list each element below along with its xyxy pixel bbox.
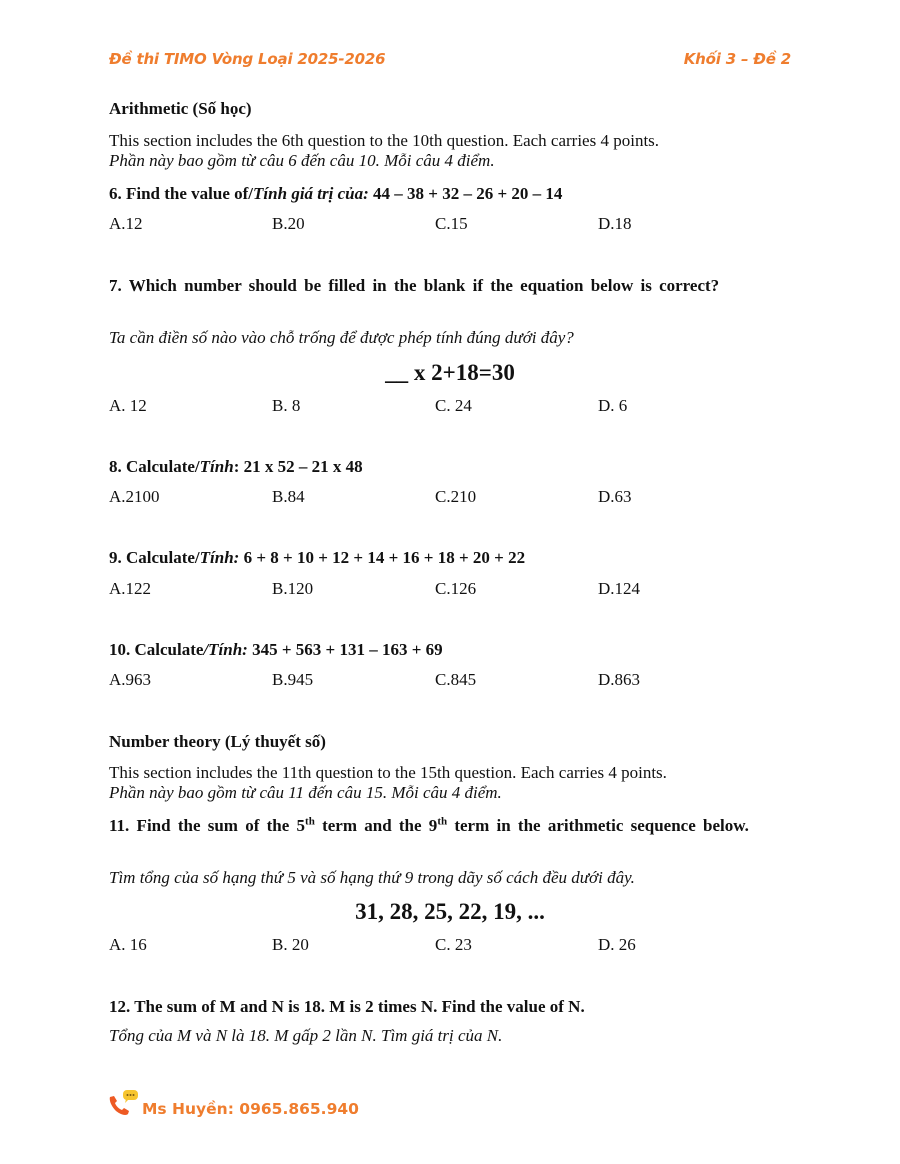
option-b: B.120 xyxy=(272,579,314,598)
section-intro-number-theory xyxy=(109,763,791,803)
q7-options xyxy=(109,396,791,418)
question-6 xyxy=(109,183,791,204)
option-b: B. 20 xyxy=(272,935,309,954)
q11-sequence: 31, 28, 25, 22, 19, ... xyxy=(355,899,545,924)
q11-translation: Tìm tổng của số hạng thứ 5 và số hạng thứ 9 trong dãy số cách đều dưới đây. xyxy=(109,868,635,887)
option-c: C.126 xyxy=(435,579,477,598)
section-intro-vi: Phần này bao gồm từ câu 6 đến câu 10. Mỗi câu 4 điểm. xyxy=(109,151,495,170)
section-title-arithmetic: Arithmetic (Số học) xyxy=(109,99,252,118)
option-d: D.18 xyxy=(598,214,632,233)
phone-chat-icon xyxy=(107,1088,141,1118)
question-12: 12. The sum of M and N is 18. M is 2 times N. Find the value of N. xyxy=(109,997,585,1016)
option-b: B.20 xyxy=(272,214,305,233)
question-11 xyxy=(109,815,791,836)
q11-sup-1: th xyxy=(305,815,315,828)
option-a: A.12 xyxy=(109,214,143,233)
q6-italic: Tính giá trị của: xyxy=(253,184,369,203)
section-intro-en: This section includes the 6th question to the 10th question. Each carries 4 points. xyxy=(109,131,660,150)
q6-expr: 44 – 38 + 32 – 26 + 20 – 14 xyxy=(368,184,563,203)
option-b: B.945 xyxy=(272,670,314,689)
option-c: C.845 xyxy=(435,670,477,689)
contact-text: Ms Huyền: 0965.865.940 xyxy=(142,1100,359,1118)
q8-prefix: 8. Calculate/ xyxy=(109,457,200,476)
q10-prefix: 10. Calculate xyxy=(109,640,204,659)
option-a: A. 16 xyxy=(109,935,147,954)
q11-text-2: term and the 9 xyxy=(314,816,438,835)
option-a: A.122 xyxy=(109,579,152,598)
option-d: D.63 xyxy=(598,487,632,506)
q9-prefix: 9. Calculate/ xyxy=(109,548,200,567)
question-7: 7. Which number should be filled in the blank if the equation below is correct? xyxy=(109,276,720,295)
q9-options xyxy=(109,579,791,601)
q10-italic: /Tính: xyxy=(203,640,248,659)
option-d: D.863 xyxy=(598,670,641,689)
option-c: C.210 xyxy=(435,487,477,506)
section-intro-arithmetic xyxy=(109,131,791,171)
section-intro-en: This section includes the 11th question to the 15th question. Each carries 4 points. xyxy=(109,763,667,782)
q7-translation: Ta cần điền số nào vào chỗ trống để được phép tính đúng dưới đây? xyxy=(109,328,574,347)
q11-sup-2: th xyxy=(437,815,448,828)
q8-italic: Tính xyxy=(199,457,234,476)
q8-options xyxy=(109,487,791,509)
q12-translation: Tổng của M và N là 18. M gấp 2 lần N. Tìm giá trị của N. xyxy=(109,1026,503,1045)
q11-options xyxy=(109,935,791,957)
option-a: A.963 xyxy=(109,670,152,689)
question-9 xyxy=(109,547,791,568)
option-d: D. 26 xyxy=(598,935,636,954)
grade-header: Khối 3 – Đề 2 xyxy=(683,50,791,68)
q9-expr: 6 + 8 + 10 + 12 + 14 + 16 + 18 + 20 + 22 xyxy=(239,548,526,567)
option-c: C. 23 xyxy=(435,935,472,954)
exam-title-header: Đề thi TIMO Vòng Loại 2025-2026 xyxy=(109,50,386,68)
q11-text-3: term in the arithmetic sequence below. xyxy=(447,816,749,835)
question-10 xyxy=(109,639,791,660)
option-a: A. 12 xyxy=(109,396,147,415)
option-a: A.2100 xyxy=(109,487,160,506)
q6-prefix: 6. Find the value of/ xyxy=(109,184,254,203)
question-8 xyxy=(109,456,791,477)
q6-options xyxy=(109,214,791,236)
section-intro-vi: Phần này bao gồm từ câu 11 đến câu 15. Mỗi câu 4 điểm. xyxy=(109,783,502,802)
contact-footer xyxy=(107,1088,359,1118)
option-c: C. 24 xyxy=(435,396,472,415)
q9-italic: Tính: xyxy=(199,548,240,567)
option-c: C.15 xyxy=(435,214,468,233)
option-d: D. 6 xyxy=(598,396,628,415)
option-b: B. 8 xyxy=(272,396,301,415)
option-b: B.84 xyxy=(272,487,305,506)
q11-text-1: 11. Find the sum of the 5 xyxy=(109,816,306,835)
section-title-number-theory: Number theory (Lý thuyết số) xyxy=(109,732,326,751)
q8-expr: : 21 x 52 – 21 x 48 xyxy=(233,457,363,476)
option-d: D.124 xyxy=(598,579,641,598)
q10-options xyxy=(109,670,791,692)
q10-expr: 345 + 563 + 131 – 163 + 69 xyxy=(247,640,443,659)
q7-equation: __ x 2+18=30 xyxy=(385,360,515,385)
